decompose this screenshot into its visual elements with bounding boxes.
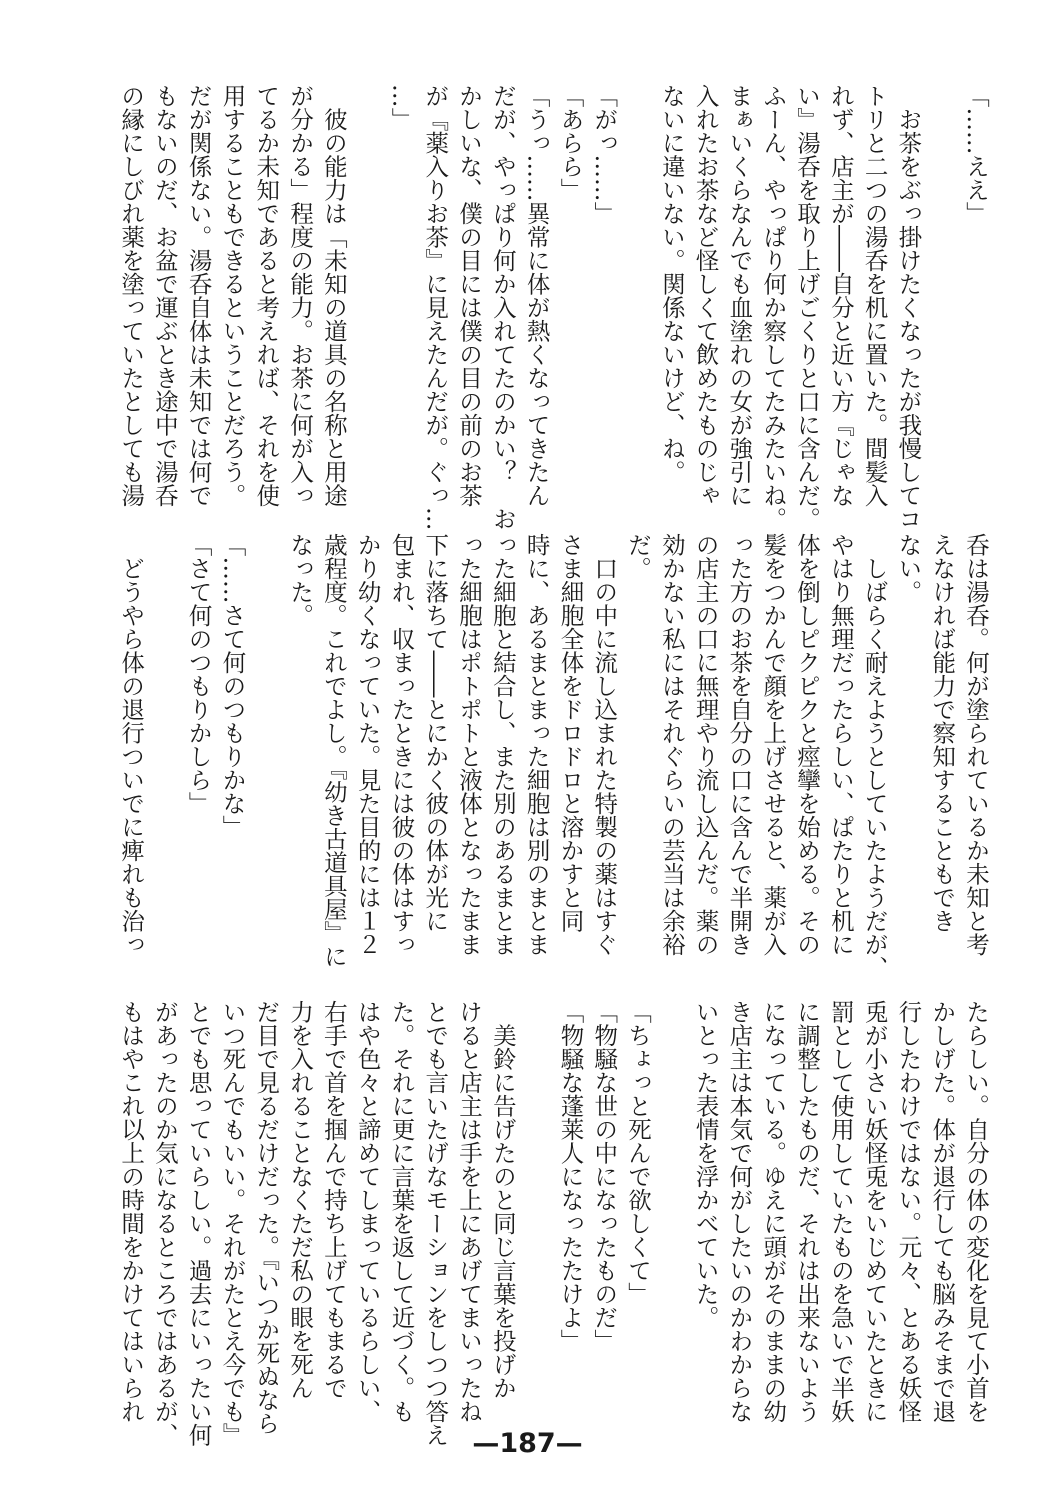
text-column: 用することもできるということだろう。: [218, 84, 247, 507]
text-column: もはやこれ以上の時間をかけてはいられ: [117, 1000, 146, 1423]
text-column: った方のお茶を自分の口に含んで半開き: [725, 533, 754, 956]
text-column: だが関係ない。湯呑自体は未知では何で: [184, 84, 213, 507]
text-column: だ。: [624, 533, 653, 580]
text-column: 「……ええ」: [962, 84, 990, 225]
text-column: ないに違いない。関係ないけど、ね。: [657, 84, 686, 484]
text-column: [350, 84, 384, 514]
text-column: 彼の能力は「未知の道具の名称と用途: [319, 84, 348, 507]
text-column: 歳程度。これでよし。『幼き古道具屋』に: [319, 533, 348, 968]
text-column: しばらく耐えようとしていたようだが、: [860, 533, 889, 980]
text-column: とでも思っていらしい。過去にいったい何: [184, 1000, 213, 1447]
text-column: き店主は本気で何がしたいのかわからな: [725, 1000, 754, 1423]
text-column: ない。: [894, 533, 923, 604]
text-column: [654, 1000, 688, 1420]
text-column: やはり無理だったらしい、ぱたりと机に: [826, 533, 855, 956]
text-column: 包まれ、収まったときには彼の体はすっ: [387, 533, 416, 956]
text-column: てるか未知であると考えれば、それを使: [252, 84, 281, 507]
text-column: った細胞と結合し、また別のあるまとま: [488, 533, 517, 956]
text-column: だが、やっぱり何か入れてたのかい？ お: [488, 84, 517, 531]
text-column: [519, 1000, 553, 1420]
text-column: 時に、あるまとまった細胞は別のまとま: [522, 533, 551, 956]
text-column: けると店主は手を上にあげてまいったね: [455, 1000, 484, 1423]
text-column: があったのか気になるところではあるが、: [150, 1000, 179, 1447]
text-column: えなければ能力で察知することもでき: [928, 533, 957, 933]
text-tier-middle: [112, 533, 992, 980]
text-column: 「あらら」: [556, 84, 585, 202]
text-column: 「さて何のつもりかしら」: [184, 533, 213, 815]
text-column: [924, 84, 958, 514]
text-column: もないのだ、お盆で運ぶとき途中で湯呑: [150, 84, 179, 507]
text-column: 「ちょっと死んで欲しくて」: [624, 1000, 653, 1306]
text-column: 「物騒な世の中になったものだ」: [590, 1000, 619, 1353]
text-tier-top: [112, 84, 992, 531]
text-column: 口の中に流し込まれた特製の薬はすぐ: [590, 533, 619, 956]
text-column: なった。: [286, 533, 315, 627]
text-column: お茶をぶっ掛けたくなったが我慢してコ: [894, 84, 923, 531]
text-column: 力を入れることなくただ私の眼を死ん: [286, 1000, 315, 1400]
page-number: —187—: [472, 1428, 583, 1459]
text-column: い』湯呑を取り上げごくりと口に含んだ。: [793, 84, 822, 531]
text-column: れず、店主が――自分と近い方『じゃな: [826, 84, 855, 507]
text-column: が『薬入りお茶』に見えたんだが。ぐっ…: [421, 84, 450, 531]
text-column: いとった表情を浮かべていた。: [691, 1000, 720, 1329]
text-column: 右手で首を掴んで持ち上げてもまるで: [319, 1000, 348, 1400]
text-column: 行したわけではない。元々、とある妖怪: [894, 1000, 923, 1423]
text-column: の縁にしびれ薬を塗っていたとしても湯: [117, 84, 146, 507]
text-column: 髪をつかんで顔を上げさせると、薬が入: [759, 533, 788, 956]
text-column: 「がっ……」: [590, 84, 619, 225]
text-column: 入れたお茶など怪しくて飲めたものじゃ: [691, 84, 720, 507]
text-column: [620, 84, 654, 514]
text-column: 下に落ちて――とにかく彼の体が光に: [421, 533, 450, 933]
text-column: 「うっ……異常に体が熱くなってきたん: [522, 84, 551, 507]
text-column: いつ死んでもいい。それがたとえ今でも』: [218, 1000, 247, 1447]
text-column: どうやら体の退行ついでに痺れも治っ: [117, 533, 146, 956]
text-column: …」: [387, 84, 416, 131]
text-column: たらしい。自分の体の変化を見て小首を: [962, 1000, 990, 1423]
text-column: さま細胞全体をドロドロと溶かすと同: [556, 533, 585, 933]
text-column: とでも言いたげなモーションをしつつ答え: [421, 1000, 450, 1447]
text-column: 呑は湯呑。何が塗られているか未知と考: [962, 533, 990, 956]
text-column: になっている。ゆえに頭がそのままの幼: [759, 1000, 788, 1423]
text-column: 体を倒しピクピクと痙攣を始める。その: [793, 533, 822, 956]
text-column: 美鈴に告げたのと同じ言葉を投げか: [488, 1000, 517, 1400]
text-column: った細胞はポトポトと液体となったまま: [455, 533, 484, 956]
text-column: トリと二つの湯呑を机に置いた。間髪入: [860, 84, 889, 507]
text-column: 兎が小さい妖怪兎をいじめていたときに: [860, 1000, 889, 1423]
text-column: だ目で見るだけだった。『いつか死ぬなら: [252, 1000, 281, 1435]
text-column: かり幼くなっていた。見た目的には１２: [353, 533, 382, 956]
text-column: 効かない私にはそれぐらいの芸当は余裕: [657, 533, 686, 956]
text-column: はや色々と諦めてしまっているらしい、: [353, 1000, 382, 1423]
text-column: [147, 533, 181, 958]
text-column: 罰として使用していたものを急いで半妖: [826, 1000, 855, 1423]
text-column: 「……さて何のつもりかな」: [218, 533, 247, 839]
text-column: まぁいくらなんでも血塗れの女が強引に: [725, 84, 754, 507]
text-column: かしげた。体が退行しても脳みそまで退: [928, 1000, 957, 1423]
text-column: に調整したものだ、それは出来ないよう: [793, 1000, 822, 1423]
text-column: [248, 533, 282, 958]
text-column: かしいな、僕の目には僕の目の前のお茶: [455, 84, 484, 507]
text-column: の店主の口に無理やり流し込んだ。薬の: [691, 533, 720, 956]
text-column: が分かる」程度の能力。お茶に何が入っ: [286, 84, 315, 507]
text-column: 「物騒な蓬莱人になったたけよ」: [556, 1000, 585, 1353]
text-column: た。それに更に言葉を返して近づく。も: [387, 1000, 416, 1423]
text-column: ふーん、やっぱり何か察してたみたいね。: [759, 84, 788, 531]
